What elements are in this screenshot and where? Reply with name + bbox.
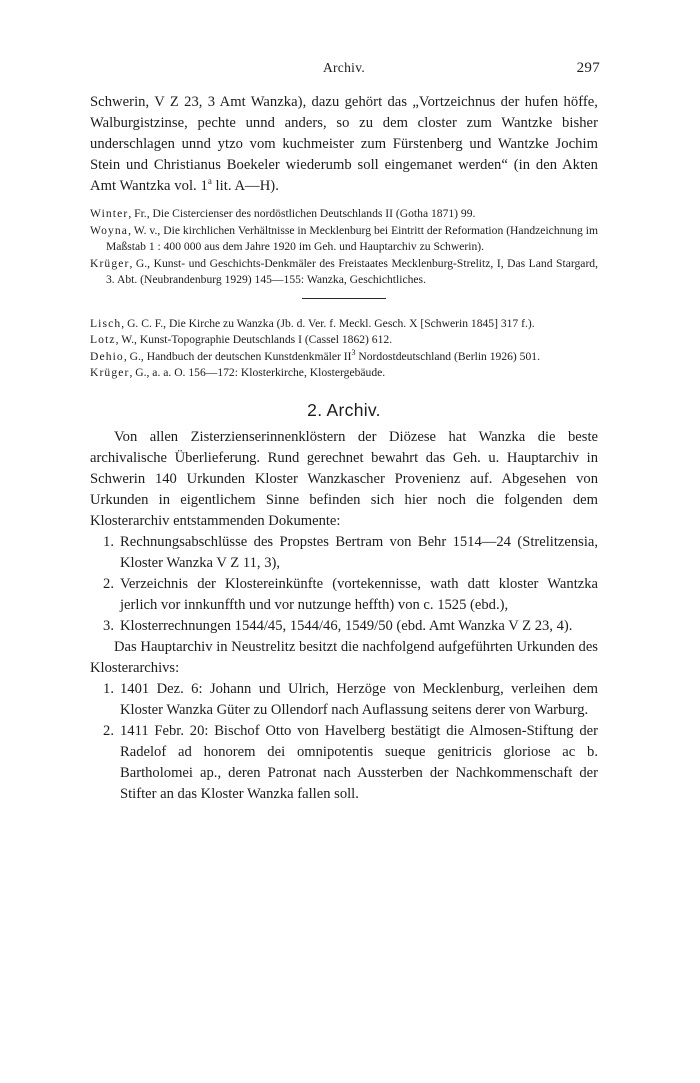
- list-item: [90, 721, 598, 805]
- intro-superscript: a: [207, 176, 212, 187]
- intro-text-part1: Schwerin, V Z 23, 3 Amt Wanzka), dazu gehört das „Vortzeichnus der hufen höffe, Walburgistzinse, pechte unnd anders, so zu dem closter zum Wantzke bisher underschlagen unnd ytzo vom kuchmeister zum Fürstenberg und Wantzke Jochim Stein und Christianus Boekeler wiederumb soll eingemanet werden“ (in den Akten Amt Wantzka vol. 1: [90, 94, 598, 194]
- bib-text: , G., a. a. O. 156—172: Klosterkirche, Klostergebäude.: [129, 366, 386, 379]
- running-title: Archiv.: [322, 60, 366, 75]
- bib-entry: [90, 206, 598, 223]
- separator-rule: [302, 298, 386, 299]
- list-item: [90, 532, 598, 574]
- list-number: 3.: [103, 617, 114, 634]
- bib-superscript: 3: [351, 347, 356, 357]
- list-text: 1411 Febr. 20: Bischof Otto von Havelberg bestätigt die Almosen-Stiftung der Radelof ad honorem dei omnipotentis sueque genitricis gloriose ac b. Bartholomei ap., deren Patronat nach Aussterben der Nachkommenschaft der Stifter an das Kloster Wanzka fallen soll.: [120, 722, 598, 802]
- list-item: [90, 679, 598, 721]
- list-text: Klosterrechnungen 1544/45, 1544/46, 1549/50 (ebd. Amt Wanzka V Z 23, 4).: [120, 617, 573, 634]
- intro-text-part2: lit. A—H).: [211, 178, 279, 194]
- list-number: 1.: [103, 680, 114, 697]
- list-number: 2.: [103, 575, 114, 592]
- bib-entry: [90, 332, 598, 349]
- list-text: 1401 Dez. 6: Johann und Ulrich, Herzöge von Mecklenburg, verleihen dem Kloster Wanzka Güter zu Ollendorf nach Auflassung seitens derer von Warburg.: [120, 680, 598, 718]
- bib-author: Krüger: [90, 366, 130, 379]
- section-paragraph-1: Von allen Zisterzienserinnenklöstern der Diözese hat Wanzka die beste archivalische Überlieferung. Rund gerechnet bewahrt das Geh. u. Hauptarchiv in Schwerin 140 Urkunden Kloster Wanzkascher Provenienz auf. Abgesehen von Urkunden in eigentlichem Sinne befinden sich hier noch die folgenden dem Klosterarchiv entstammenden Dokumente:: [90, 428, 598, 529]
- list-item: [90, 574, 598, 616]
- bib-author: Dehio: [90, 349, 124, 363]
- list-text: Rechnungsabschlüsse des Propstes Bertram von Behr 1514—24 (Strelitzensia, Kloster Wanzka V Z 11, 3),: [120, 533, 598, 571]
- bib-text: Nordostdeutschland (Berlin 1926) 501.: [355, 349, 540, 363]
- bib-author: Winter: [90, 207, 129, 220]
- bib-entry: [90, 316, 598, 333]
- list-number: 1.: [103, 533, 114, 550]
- bib-author: Krüger: [90, 256, 130, 270]
- running-head: [90, 60, 598, 82]
- charters-list: [90, 679, 598, 805]
- bib-entry: [90, 256, 598, 289]
- intro-paragraph: [90, 92, 598, 197]
- bib-author: Woyna: [90, 223, 129, 237]
- list-number: 2.: [103, 722, 114, 739]
- list-text: Verzeichnis der Klostereinkünfte (vortekennisse, wath datt kloster Wantzka jerlich vor innkunffth und vor nutzunge heffth) von c. 1525 (ebd.),: [120, 575, 598, 613]
- bib-entry: [90, 349, 598, 366]
- bibliography-list-2: [90, 316, 598, 382]
- section-paragraph-2: Das Hauptarchiv in Neustrelitz besitzt die nachfolgend aufgeführten Urkunden des Klosterarchivs:: [90, 638, 598, 676]
- page-number: 297: [576, 60, 600, 76]
- bib-text-before-sup: , G., Handbuch der deutschen Kunstdenkmäler II: [123, 349, 352, 363]
- bib-text: , G. C. F., Die Kirche zu Wanzka (Jb. d. Ver. f. Meckl. Gesch. X [Schwerin 1845] 317 f.).: [121, 316, 535, 330]
- bib-text: , G., Kunst- und Geschichts-Denkmäler des Freistaates Mecklenburg-Strelitz, I, Das Land Stargard, 3. Abt. (Neubrandenburg 1929) 145—155: Wanzka, Geschichtliches.: [106, 256, 598, 286]
- bib-text: , W. v., Die kirchlichen Verhältnisse in Mecklenburg bei Eintritt der Reformation (Handzeichnung im Maßstab 1 : 400 000 aus dem Jahre 1920 im Geh. und Hauptarchiv zu Schwerin).: [106, 223, 598, 253]
- list-item: [90, 616, 598, 637]
- bibliography-list-1: [90, 206, 598, 289]
- bib-text: , W., Kunst-Topographie Deutschlands I (Cassel 1862) 612.: [115, 333, 393, 346]
- bib-entry: [90, 365, 598, 382]
- book-page: [90, 60, 598, 805]
- bib-author: Lisch: [90, 316, 122, 330]
- bib-author: Lotz: [90, 333, 116, 346]
- bib-entry: [90, 223, 598, 256]
- bib-text: , Fr., Die Cistercienser des nordöstlichen Deutschlands II (Gotha 1871) 99.: [128, 207, 476, 220]
- section-heading: 2. Archiv.: [307, 399, 381, 420]
- documents-list: [90, 532, 598, 637]
